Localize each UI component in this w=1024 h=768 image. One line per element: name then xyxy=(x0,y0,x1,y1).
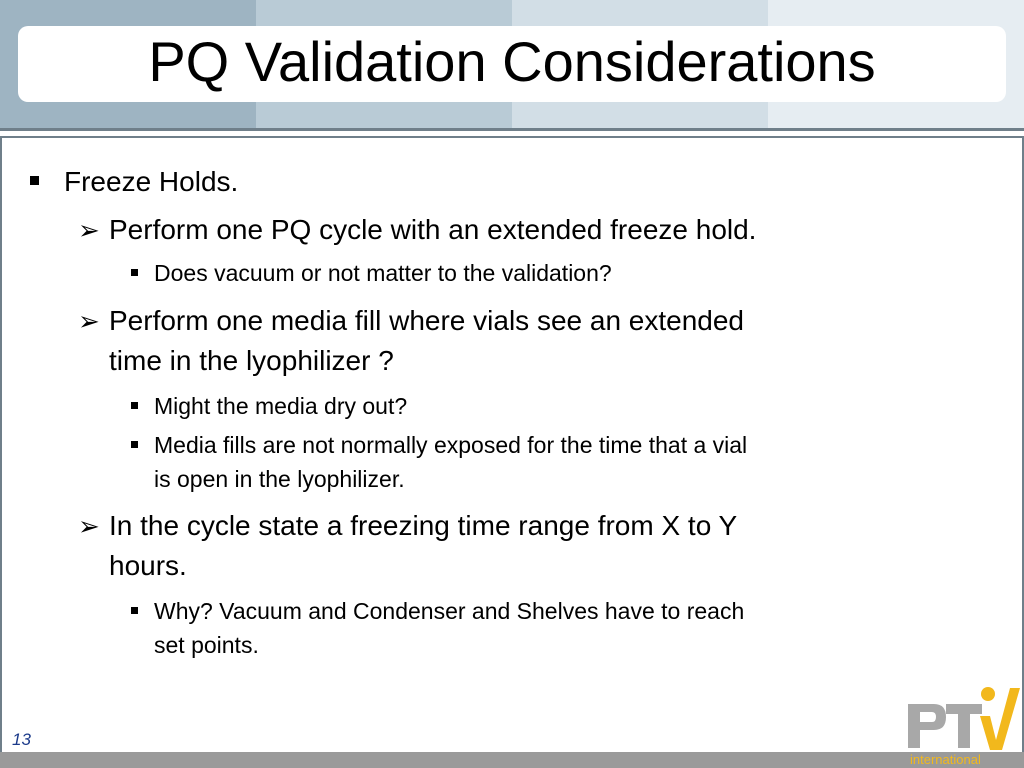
arrow-bullet-icon: ➢ xyxy=(78,511,100,541)
bullet-level-1: Freeze Holds. xyxy=(64,166,239,197)
square-bullet-icon xyxy=(131,269,138,276)
bullet-level-2: In the cycle state a freezing time range from X to Y xyxy=(109,510,738,541)
slide-title: PQ Validation Considerations xyxy=(148,30,876,93)
arrow-bullet-icon: ➢ xyxy=(78,306,100,336)
bullet-level-2-continuation: time in the lyophilizer ? xyxy=(109,345,394,376)
bullet-level-3: Does vacuum or not matter to the validation? xyxy=(154,260,612,286)
square-bullet-icon xyxy=(131,402,138,409)
bullet-level-3: Might the media dry out? xyxy=(154,393,408,419)
bullet-level-3-continuation: is open in the lyophilizer. xyxy=(154,466,405,492)
bullet-level-3: Why? Vacuum and Condenser and Shelves have to reach xyxy=(154,598,745,624)
bullet-level-2: Perform one PQ cycle with an extended freeze hold. xyxy=(109,214,757,245)
page-number: 13 xyxy=(12,730,31,749)
logo-subtitle: international xyxy=(910,752,981,767)
bullet-level-2: Perform one media fill where vials see an extended xyxy=(109,305,745,336)
square-bullet-icon xyxy=(131,441,138,448)
square-bullet-icon xyxy=(30,176,39,185)
bullet-level-2-continuation: hours. xyxy=(109,550,187,581)
bullet-level-3-continuation: set points. xyxy=(154,632,259,658)
square-bullet-icon xyxy=(131,607,138,614)
bullet-level-3: Media fills are not normally exposed for the time that a vial xyxy=(154,432,748,458)
arrow-bullet-icon: ➢ xyxy=(78,215,100,245)
footer-bar xyxy=(0,752,1024,768)
